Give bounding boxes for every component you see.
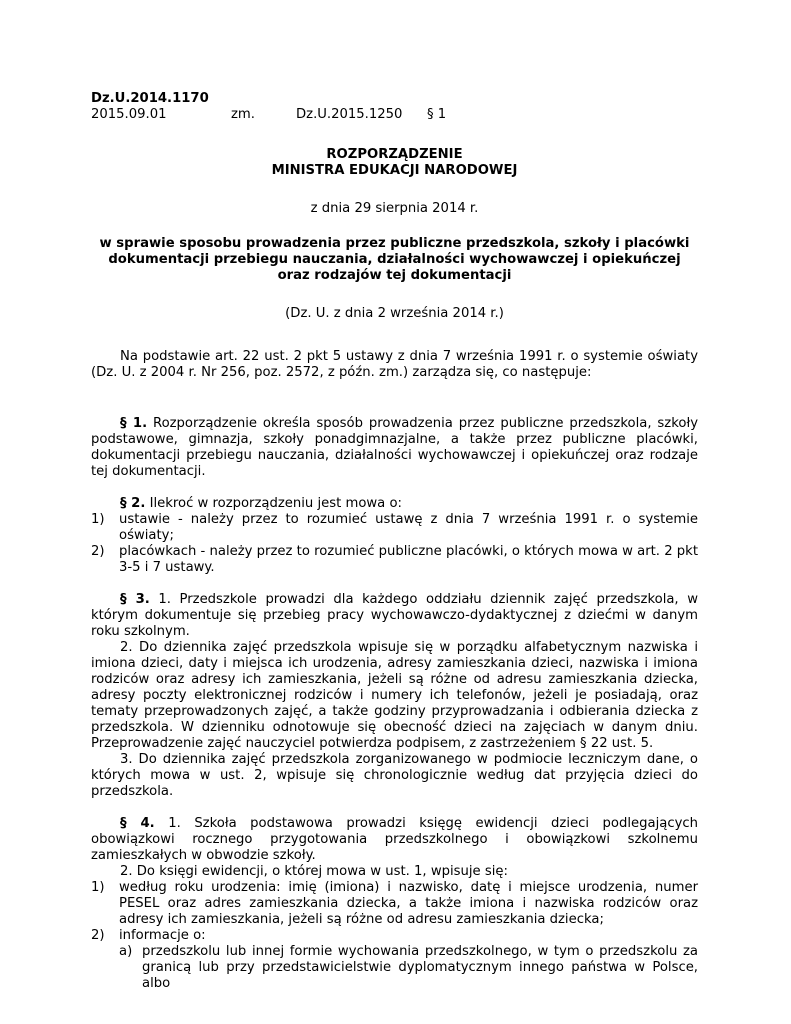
act-issuer: MINISTRA EDUKACJI NARODOWEJ <box>271 163 518 178</box>
section-3-para-3: 3. Do dziennika zajęć przedszkola zorganizowanego w podmiocie leczniczym dane, o których mowa w ust. 2, wpisuje się chronologicznie według dat przyjęcia dzieci do przedszkola. <box>91 752 698 799</box>
list-item-text: ustawie - należy przez to rozumieć ustawę z dnia 7 września 1991 r. o systemie oświaty; <box>119 512 698 543</box>
section-2-label: § 2. <box>120 496 146 511</box>
list-item <box>91 544 698 576</box>
section-4-para-2: 2. Do księgi ewidencji, o której mowa w ust. 1, wpisuje się: <box>120 864 508 879</box>
section-2-text: Ilekroć w rozporządzeniu jest mowa o: <box>145 496 402 511</box>
section-4-para-1: 1. Szkoła podstawowa prowadzi księgę ewidencji dzieci podlegających obowiązkowi rocznego przygotowania przedszkolnego i obowiązkowi szkolnemu zamieszkałych w obwodzie szkoły. <box>91 816 698 863</box>
act-subject: w sprawie sposobu prowadzenia przez publiczne przedszkola, szkoły i placówki dokumentacji przebiegu nauczania, działalności wychowawczej i opiekuńczej oraz rodzajów tej dokumentacji <box>99 236 690 283</box>
section-4-label: § 4. <box>120 816 155 831</box>
sub-list-item-text: przedszkolu lub innej formie wychowania przedszkolnego, w tym o przedszkolu za granicą lub przy przedstawicielstwie dyplomatycznym innego państwa w Polsce, albo <box>142 944 698 991</box>
list-item-number: 1) <box>91 880 105 895</box>
list-item-text: według roku urodzenia: imię (imiona) i nazwisko, datę i miejsce urodzenia, numer PESEL oraz adres zamieszkania dziecka, a także imiona i nazwiska rodziców oraz adresy ich zamieszkania, jeżeli są różne od adresu zamieszkania dziecka; <box>119 880 698 927</box>
amendment-label: zm. <box>231 107 255 122</box>
section-3 <box>91 592 698 640</box>
list-item-number: 2) <box>91 928 105 943</box>
act-type: ROZPORZĄDZENIE <box>326 147 463 162</box>
list-item-number: 2) <box>91 544 105 559</box>
amendment-line <box>91 107 698 123</box>
list-item-text: placówkach - należy przez to rozumieć publiczne placówki, o których mowa w art. 2 pkt 3-5 i 7 ustawy. <box>119 544 698 575</box>
list-item <box>91 928 698 944</box>
list-item-text: informacje o: <box>119 928 206 943</box>
section-2 <box>91 496 698 512</box>
section-1-text: Rozporządzenie określa sposób prowadzenia przez publiczne przedszkola, szkoły podstawowe, gimnazja, szkoły ponadgimnazjalne, a także przez publiczne placówki, dokumentacji przebiegu nauczania, działalności wychowawczej i opiekuńczej oraz rodzaje tej dokumentacji. <box>91 416 699 479</box>
journal-reference: Dz.U.2014.1170 <box>91 91 209 106</box>
publication-note: (Dz. U. z dnia 2 września 2014 r.) <box>285 306 504 321</box>
amendment-date: 2015.09.01 <box>91 107 167 122</box>
section-3-para-2: 2. Do dziennika zajęć przedszkola wpisuje się w porządku alfabetycznym nazwiska i imiona dzieci, daty i miejsca ich urodzenia, adresy zamieszkania dzieci, nazwiska i imiona rodziców oraz adresy ich zamieszkania, jeżeli są różne od adresu zamieszkania dziecka, adresy poczty elektronicznej rodziców i numery ich telefonów, jeżeli je posiadają, oraz tematy przeprowadzonych zajęć, a także godziny przyprowadzania i odbierania dziecka z przedszkola. W dzienniku odnotowuje się obecność dzieci na zajęciach w danym dniu. Przeprowadzenie zajęć nauczyciel potwierdza podpisem, z zastrzeżeniem § 22 ust. 5. <box>91 640 698 751</box>
section-3-label: § 3. <box>120 592 150 607</box>
section-4 <box>91 816 698 864</box>
sub-list-item <box>91 944 698 992</box>
legal-basis: Na podstawie art. 22 ust. 2 pkt 5 ustawy z dnia 7 września 1991 r. o systemie oświaty (Dz. U. z 2004 r. Nr 256, poz. 2572, z późn. zm.) zarządza się, co następuje: <box>91 349 698 380</box>
section-1 <box>91 416 698 480</box>
sub-list-item-letter: a) <box>119 944 133 959</box>
list-item-number: 1) <box>91 512 105 527</box>
list-item <box>91 880 698 928</box>
document-page <box>91 91 698 992</box>
act-date: z dnia 29 sierpnia 2014 r. <box>310 201 479 216</box>
list-item <box>91 512 698 544</box>
section-3-para-1: 1. Przedszkole prowadzi dla każdego oddziału dziennik zajęć przedszkola, w którym dokumentuje się przebieg pracy wychowawczo-dydaktycznej z dziećmi w danym roku szkolnym. <box>91 592 698 639</box>
amendment-paragraph: § 1 <box>427 107 447 122</box>
amendment-reference: Dz.U.2015.1250 <box>296 107 403 122</box>
section-1-label: § 1. <box>120 416 148 431</box>
